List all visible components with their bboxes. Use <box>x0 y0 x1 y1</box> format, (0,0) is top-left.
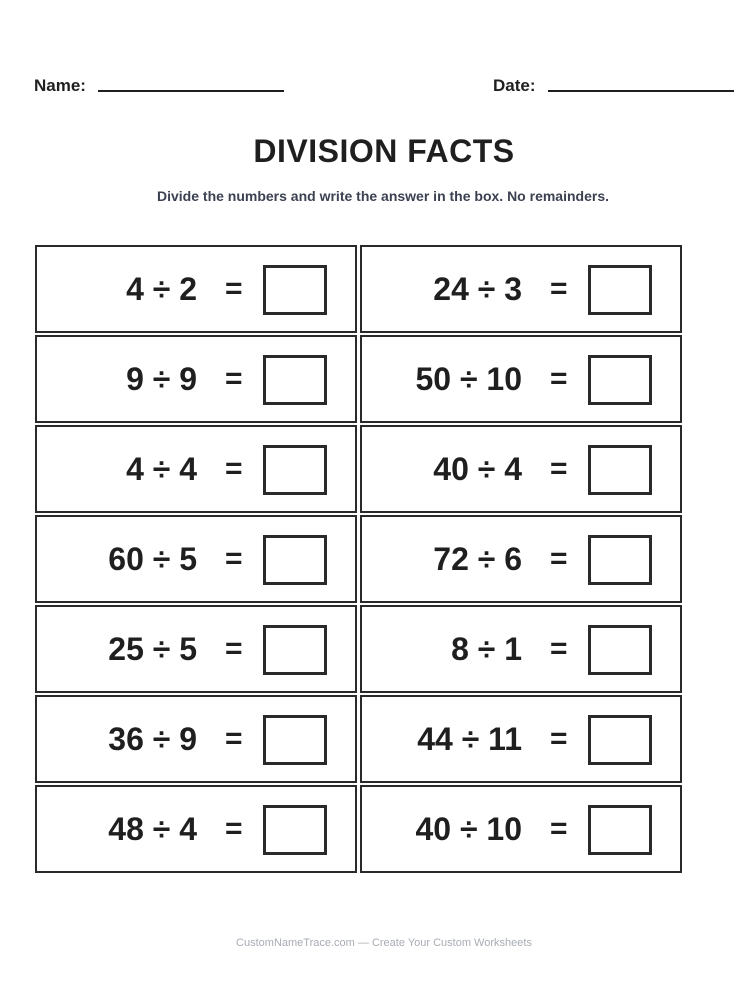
division-expression: 44 ÷ 11 <box>417 721 522 757</box>
equals-sign: = <box>225 452 243 485</box>
answer-box[interactable] <box>263 355 327 405</box>
worksheet-title: DIVISION FACTS <box>253 133 515 169</box>
division-expression: 4 ÷ 4 <box>126 451 197 487</box>
equals-sign: = <box>550 812 568 845</box>
answer-box[interactable] <box>263 265 327 315</box>
answer-box[interactable] <box>263 805 327 855</box>
division-expression: 8 ÷ 1 <box>451 631 522 667</box>
answer-box[interactable] <box>263 445 327 495</box>
problem-cell <box>35 605 357 693</box>
problem-cell <box>35 785 357 873</box>
equals-sign: = <box>225 812 243 845</box>
footer-credit: CustomNameTrace.com — Create Your Custom Worksheets <box>236 937 532 949</box>
equals-sign: = <box>225 722 243 755</box>
problem-cell <box>360 425 682 513</box>
equals-sign: = <box>550 362 568 395</box>
answer-box[interactable] <box>588 715 652 765</box>
name-write-line[interactable] <box>98 90 284 92</box>
division-expression: 60 ÷ 5 <box>108 541 197 577</box>
equals-sign: = <box>225 632 243 665</box>
equals-sign: = <box>225 542 243 575</box>
division-expression: 24 ÷ 3 <box>433 271 522 307</box>
problem-cell <box>360 785 682 873</box>
date-field <box>493 76 734 96</box>
problem-grid <box>35 245 682 873</box>
equals-sign: = <box>550 542 568 575</box>
problem-cell <box>35 245 357 333</box>
instructions: Divide the numbers and write the answer in the box. No remainders. <box>157 188 609 204</box>
answer-box[interactable] <box>263 715 327 765</box>
division-expression: 25 ÷ 5 <box>108 631 197 667</box>
equals-sign: = <box>225 362 243 395</box>
answer-box[interactable] <box>588 535 652 585</box>
answer-box[interactable] <box>588 805 652 855</box>
problem-cell <box>360 695 682 783</box>
answer-box[interactable] <box>588 265 652 315</box>
problem-cell <box>360 335 682 423</box>
equals-sign: = <box>550 722 568 755</box>
division-expression: 36 ÷ 9 <box>108 721 197 757</box>
date-label: Date: <box>493 76 536 95</box>
problem-cell <box>35 335 357 423</box>
answer-box[interactable] <box>588 355 652 405</box>
header-row <box>34 76 736 98</box>
problem-cell <box>35 695 357 783</box>
name-field <box>34 76 284 96</box>
equals-sign: = <box>550 272 568 305</box>
problem-cell <box>35 515 357 603</box>
answer-box[interactable] <box>263 625 327 675</box>
date-write-line[interactable] <box>548 90 734 92</box>
problem-cell <box>360 245 682 333</box>
division-expression: 4 ÷ 2 <box>126 271 197 307</box>
problem-cell <box>360 515 682 603</box>
answer-box[interactable] <box>263 535 327 585</box>
division-expression: 72 ÷ 6 <box>433 541 522 577</box>
equals-sign: = <box>550 452 568 485</box>
problem-cell <box>35 425 357 513</box>
division-expression: 40 ÷ 4 <box>433 451 522 487</box>
answer-box[interactable] <box>588 625 652 675</box>
division-expression: 48 ÷ 4 <box>108 811 197 847</box>
problem-cell <box>360 605 682 693</box>
division-expression: 40 ÷ 10 <box>415 811 522 847</box>
answer-box[interactable] <box>588 445 652 495</box>
equals-sign: = <box>550 632 568 665</box>
division-expression: 50 ÷ 10 <box>415 361 522 397</box>
division-expression: 9 ÷ 9 <box>126 361 197 397</box>
name-label: Name: <box>34 76 86 95</box>
equals-sign: = <box>225 272 243 305</box>
